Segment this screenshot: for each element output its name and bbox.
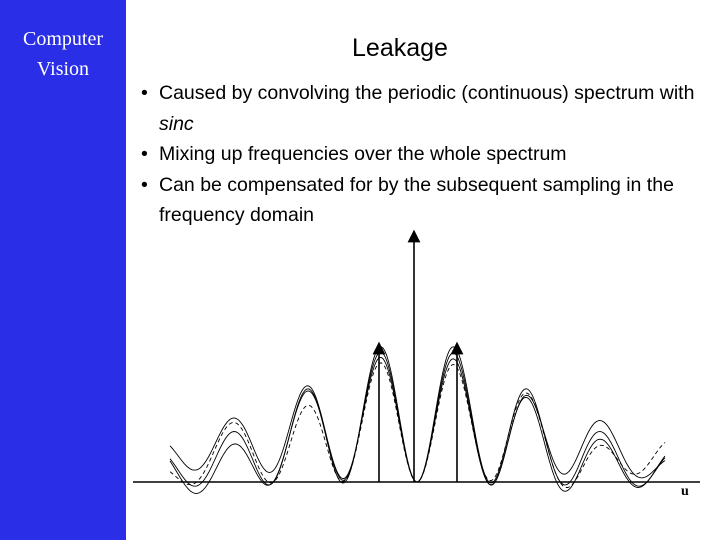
bullet-emphasis: sinc — [159, 112, 194, 135]
bullet-dot: • — [141, 82, 148, 104]
bullet-text: Mixing up frequencies over the whole spectrum — [159, 143, 567, 165]
sidebar-title-line-1: Computer — [23, 28, 103, 50]
bullet-dot: • — [141, 143, 148, 165]
bullet-dot: • — [141, 173, 148, 196]
spectrum-curve — [170, 347, 665, 486]
spectrum-curve — [170, 352, 665, 491]
axis-label-u: u — [681, 484, 689, 499]
sidebar-title-line-2: Vision — [36, 58, 90, 80]
slide-title: Leakage — [352, 34, 448, 62]
spectrum-curve — [170, 358, 665, 494]
bullet-text: Can be compensated for by the subsequent sampling in the frequency domain — [159, 173, 674, 226]
bullet-text: Caused by convolving the periodic (continuous) spectrum with — [159, 82, 695, 104]
spectrum-curve — [170, 363, 665, 488]
spectrum-curves — [170, 347, 665, 494]
